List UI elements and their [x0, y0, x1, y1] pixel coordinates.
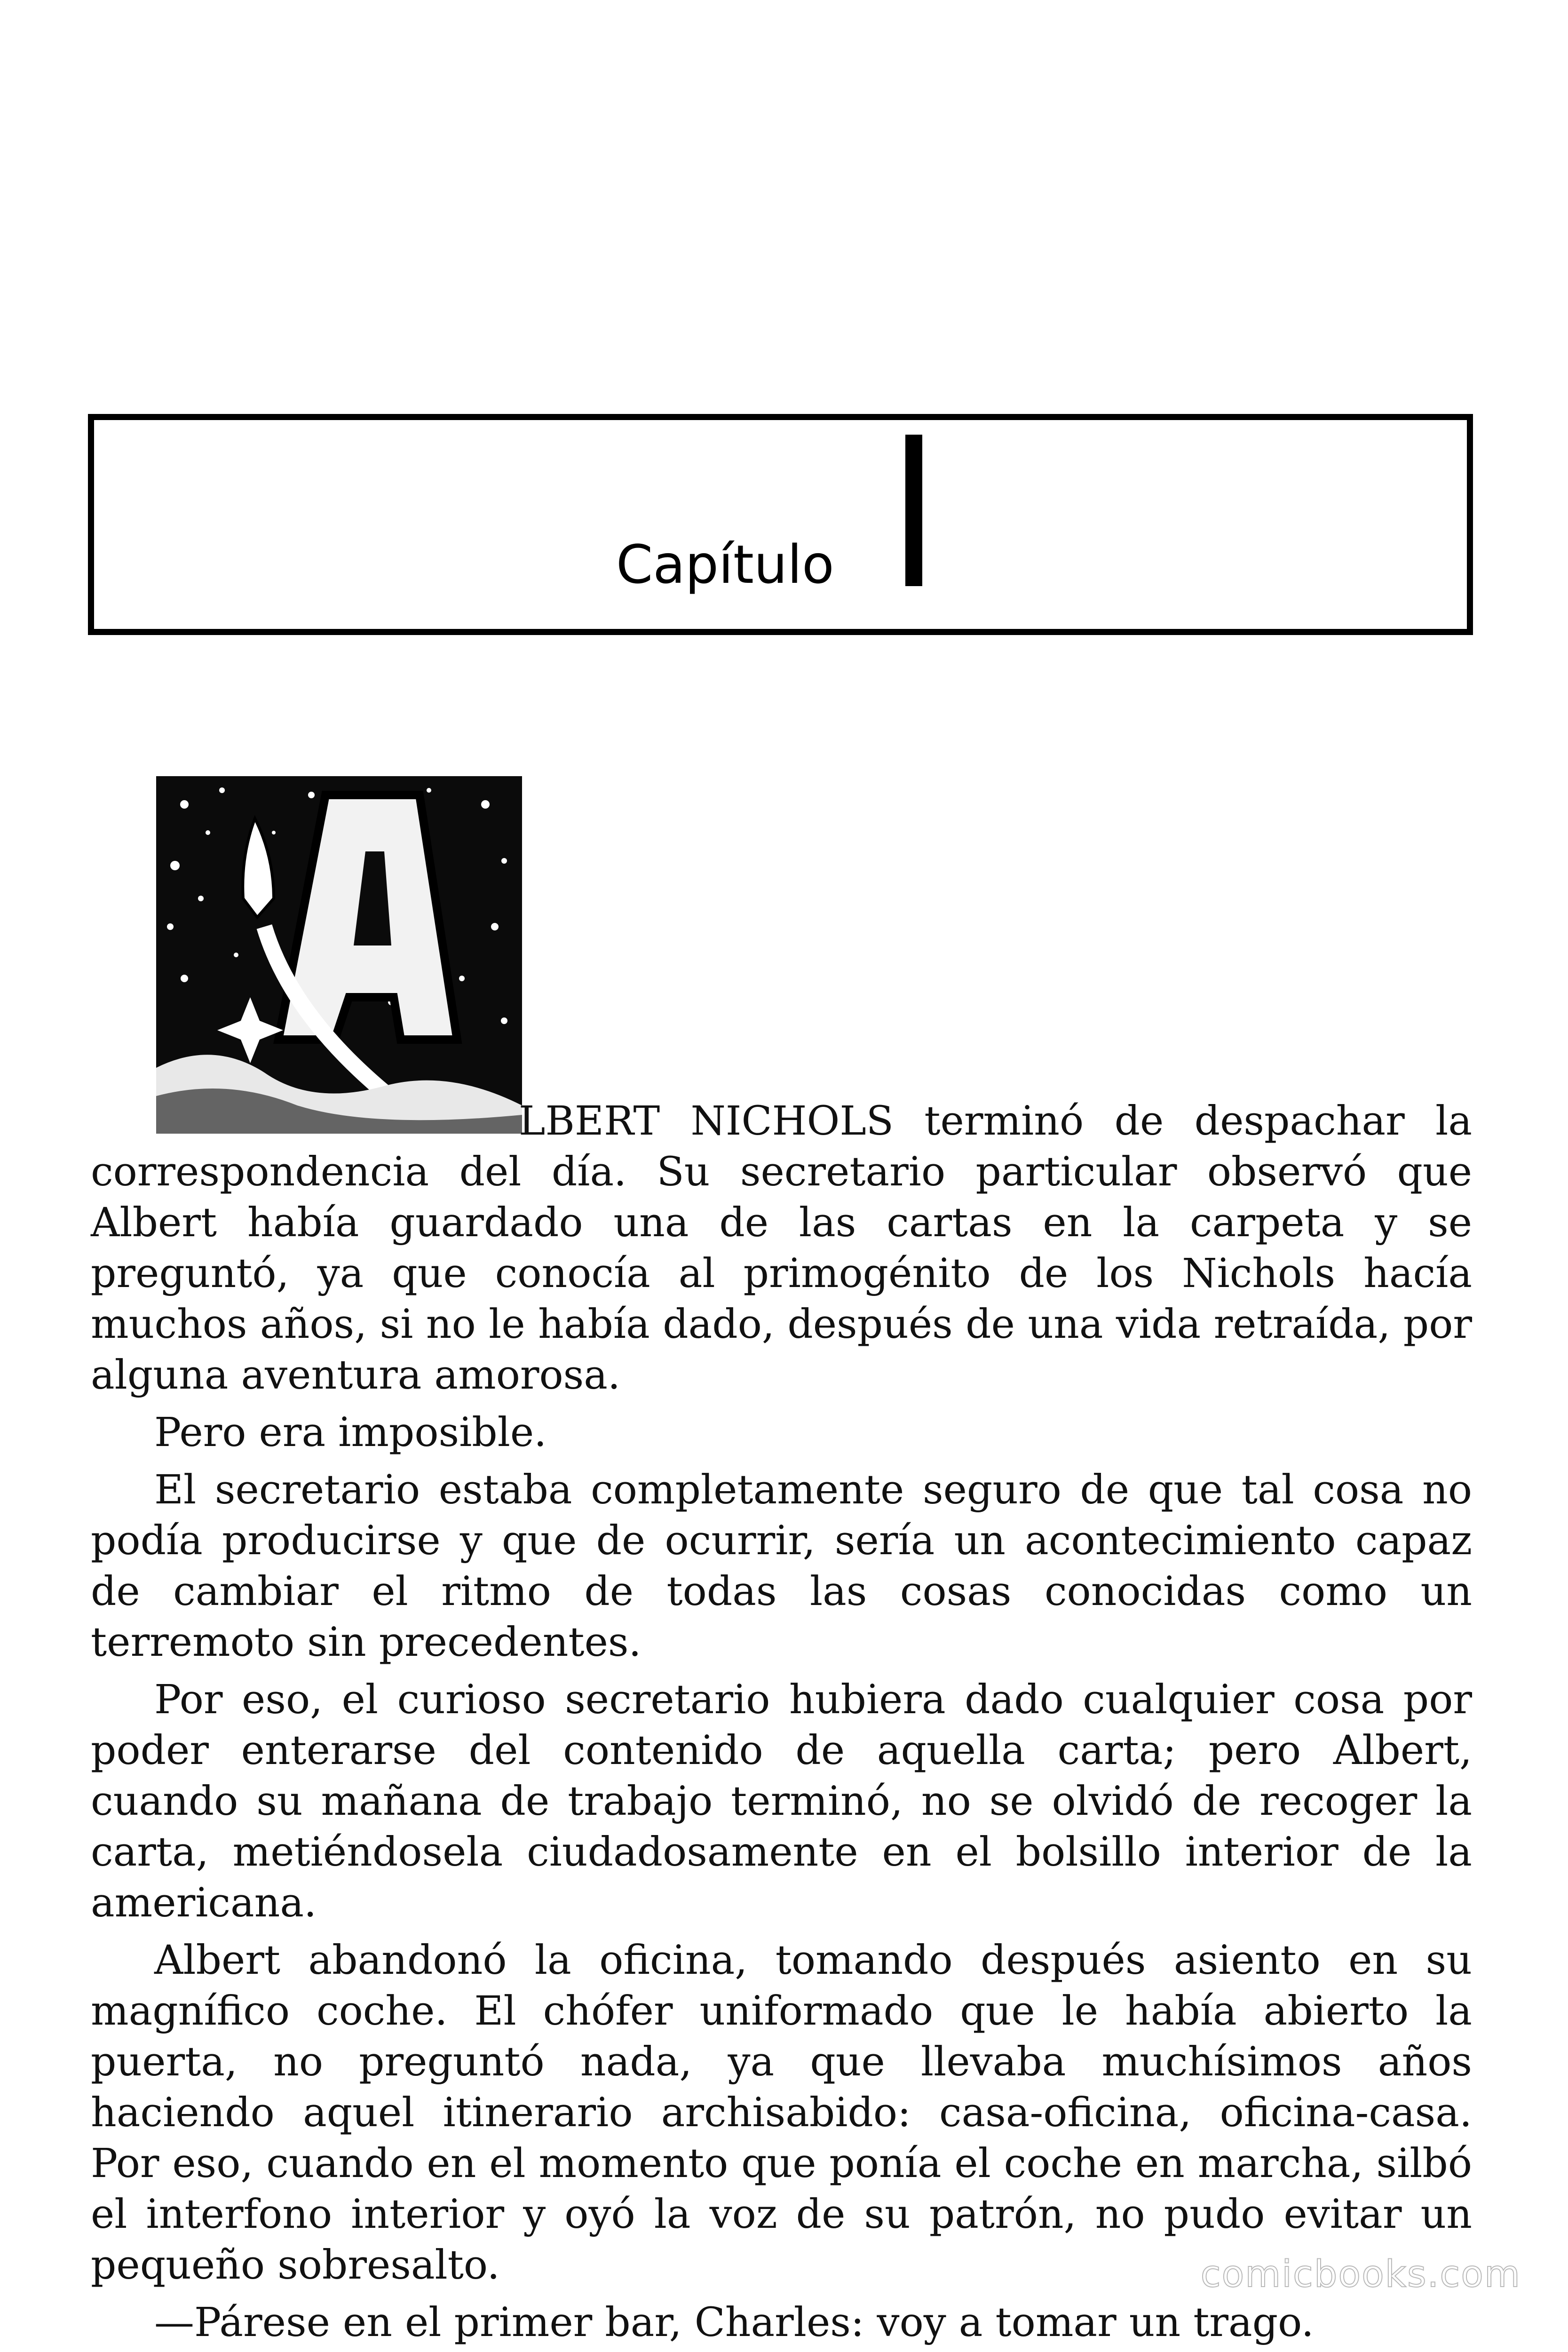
paragraph-1 [91, 1096, 1472, 1401]
paragraph-5: Albert abandonó la oficina, tomando después asiento en su magnífico coche. El chófer uniformado que le había abierto la puerta, no preguntó nada, ya que llevaba muchísimos años haciendo aquel itinerario archisabido: casa-oficina, oficina-casa. Por eso, cuando en el momento que ponía el coche en marcha, silbó el interfono interior y oyó la voz de su patrón, no pudo evitar un pequeño sobresalto. [91, 1937, 1472, 2288]
chapter-numeral-I [905, 435, 922, 586]
paragraph-1-first-line: LBERT NICHOLS terminó de despachar la [519, 1098, 1472, 1144]
chapter-text [91, 1096, 1472, 2352]
drop-cap-illustration [156, 776, 522, 1134]
chapter-heading-box [88, 414, 1473, 635]
watermark: comicbooks.com [1200, 2253, 1521, 2296]
paragraph-2: Pero era imposible. [154, 1409, 547, 1456]
paragraph-4: Por eso, el curioso secretario hubiera dado cualquier cosa por poder enterarse del contenido de aquella carta; pero Albert, cuando su mañana de trabajo terminó, no se olvidó de recoger la carta, metiéndosela ciudadosamente en el bolsillo interior de la americana. [91, 1677, 1472, 1926]
paragraph-3: El secretario estaba completamente seguro de que tal cosa no podía producirse y que de ocurrir, sería un acontecimiento capaz de cambiar el ritmo de todas las cosas conocidas como un terremoto sin precedentes. [91, 1467, 1472, 1666]
chapter-label: Capítulo [616, 534, 834, 596]
paragraph-6: —Párese en el primer bar, Charles: voy a tomar un trago. [154, 2299, 1314, 2346]
paragraph-1-continuation: correspondencia del día. Su secretario particular observó que Albert había guardado una de las cartas en la carpeta y se preguntó, ya que conocía al primogénito de los Nichols hacía muchos años, si no le había dado, después de una vida retraída, por alguna aventura amorosa. [91, 1149, 1472, 1398]
